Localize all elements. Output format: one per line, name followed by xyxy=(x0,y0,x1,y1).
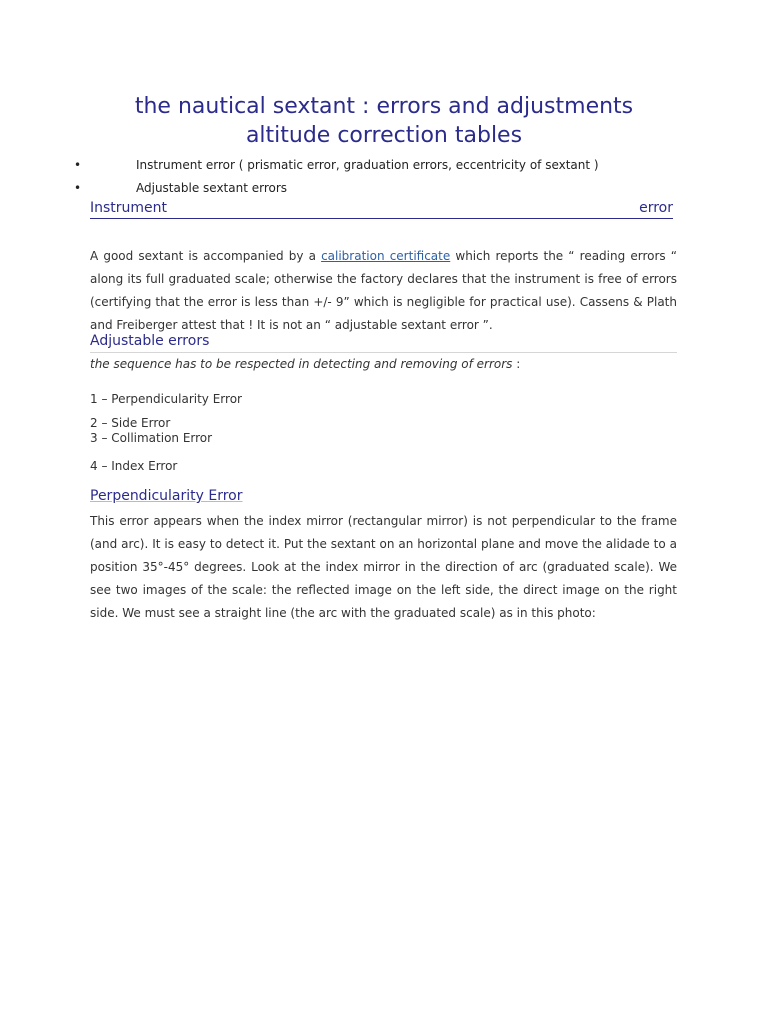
page-title: the nautical sextant : errors and adjustments xyxy=(134,94,634,119)
error-list-item: 1 – Perpendicularity Error xyxy=(90,392,242,406)
sequence-colon: : xyxy=(512,357,521,371)
calibration-certificate-link[interactable]: calibration certificate xyxy=(321,249,451,263)
paragraph-text: which reports the “ reading errors “ along its full graduated scale; otherwise the factory declares that the instrument is free of errors (certifying that the error is less than +/- 9” which is negligible for practical use). Cassens & Plath and Freiberger attest that ! It is not an “ adjustable sextant error ”. xyxy=(90,249,678,332)
error-list-item: 4 – Index Error xyxy=(90,459,178,473)
perpendicularity-paragraph: This error appears when the index mirror (rectangular mirror) is not perpendicular to the frame (and arc). It is easy to detect it. Put the sextant on an horizontal plane and move the alidade to a position 35°-45° degrees. Look at the index mirror in the direction of arc (graduated scale). We see two images of the scale: the reflected image on the left side, the direct image on the right side. We must see a straight line (the arc with the graduated scale) as in this photo: xyxy=(90,514,677,620)
section-heading-instrument-error xyxy=(90,199,673,219)
sequence-note xyxy=(90,356,520,372)
error-list-item: 2 – Side Error xyxy=(90,416,171,430)
list-item xyxy=(0,156,768,179)
heading-word: Instrument xyxy=(90,200,168,216)
paragraph-text: A good sextant is accompanied by a xyxy=(90,249,322,263)
heading-word: error xyxy=(639,200,673,216)
page-subtitle: altitude correction tables xyxy=(245,123,523,148)
topic-bullet-list xyxy=(0,156,768,202)
section-heading-perpendicularity: Perpendicularity Error xyxy=(90,488,243,504)
error-list-item: 3 – Collimation Error xyxy=(90,431,213,445)
bullet-icon: • xyxy=(74,158,82,172)
sequence-note-text: the sequence has to be respected in detecting and removing of errors xyxy=(90,357,513,371)
bullet-icon: • xyxy=(74,181,82,195)
bullet-text: Adjustable sextant errors xyxy=(136,181,288,195)
bullet-text: Instrument error ( prismatic error, graduation errors, eccentricity of sextant ) xyxy=(136,158,599,172)
intro-paragraph xyxy=(90,245,677,337)
section-heading-adjustable-errors: Adjustable errors xyxy=(90,332,677,353)
